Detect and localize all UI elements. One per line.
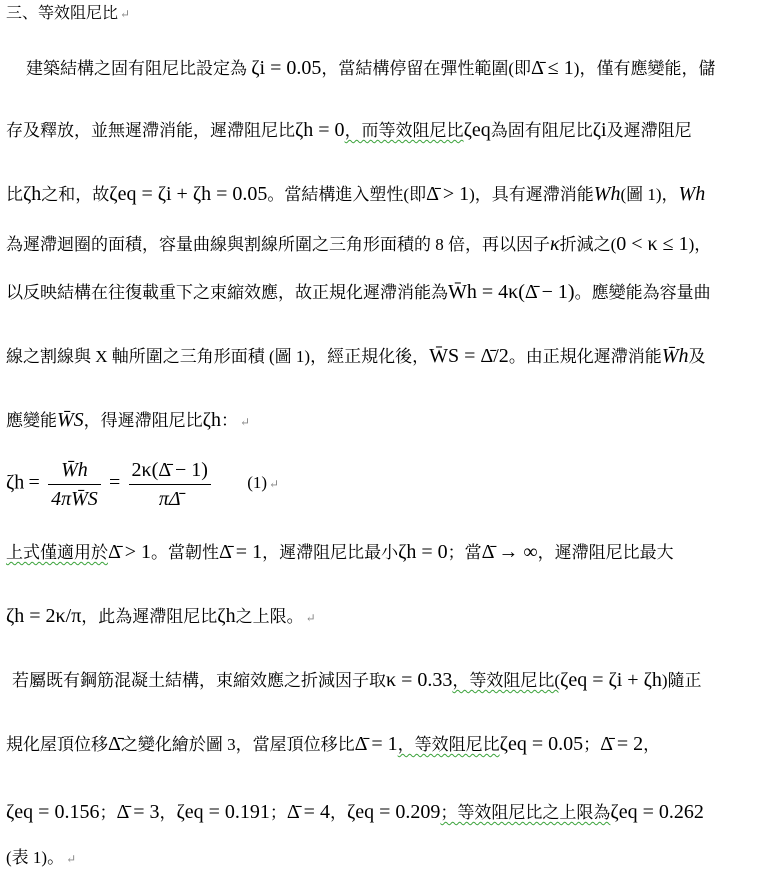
text: 規化屋頂位移: [6, 735, 108, 754]
eq-zeta-eq-0156: ζeq = 0.156: [6, 801, 100, 823]
text: 為固有阻尼比: [490, 121, 593, 140]
text: ，: [159, 803, 177, 822]
eq-zeta-h: ζh: [23, 183, 42, 205]
equation-1: [6, 458, 758, 511]
text: ，而等效阻尼比: [344, 121, 464, 140]
heading-text: 三、等效阻尼比: [6, 5, 119, 22]
fraction-1-numerator: W̄h: [48, 458, 101, 485]
text: 線之割線與 X 軸所圍之三角形面積 (圖 1)，經正規化後，: [6, 347, 430, 366]
text: ；: [269, 803, 287, 822]
p1-line-4: [6, 232, 758, 256]
text: ，等效阻尼比(: [452, 671, 561, 690]
text: 上式僅適用於: [6, 543, 108, 562]
eq-delta-eq-1: Δ̄ = 1: [219, 541, 263, 563]
eq-kappa-value: κ = 0.33: [386, 669, 453, 691]
eq-zeta-eq-0191: ζeq = 0.191: [176, 801, 270, 823]
eq-delta-eq-4: Δ̄ = 4: [286, 801, 330, 823]
equals-sign: =: [109, 471, 121, 494]
text: ，: [329, 803, 347, 822]
text: 之和，故: [41, 185, 110, 204]
eq-delta-infinity: Δ̄ → ∞: [481, 541, 538, 563]
section-heading: [6, 4, 758, 23]
eq-w-s-normalized: W̄S = Δ̄/2: [429, 345, 509, 367]
text: 比: [6, 185, 23, 204]
eq-zeta-eq: ζeq: [463, 119, 491, 141]
eq-zeta-eq-sum: ζeq = ζi + ζh = 0.05: [109, 183, 268, 205]
text: )隨正: [661, 671, 702, 690]
eq-zeta-h-zero: ζh = 0: [295, 119, 345, 141]
eq-delta-eq-2: Δ̄ = 2: [600, 733, 644, 755]
text: ；當: [447, 543, 482, 562]
eq-lhs: ζh: [6, 471, 25, 494]
text: ，當結構停留在彈性範圍(即: [321, 59, 532, 78]
eq-zeta-h-max: ζh = 2κ/π: [6, 605, 82, 627]
eq-w-h-bar: W̄h: [661, 345, 689, 367]
eq-w-h-2: Wh: [678, 183, 706, 205]
text: 。當結構進入塑性(即: [267, 185, 427, 204]
text: 之變化繪於圖 3，當屋頂位移比: [120, 735, 355, 754]
text: 。由正規化遲滯消能: [508, 347, 662, 366]
text: 。應變能為容量曲: [574, 283, 711, 302]
eq-delta-eq-1: Δ̄ = 1: [354, 733, 398, 755]
equation-number: (1): [247, 473, 268, 493]
text: (圖 1)，: [620, 185, 679, 204]
text: 以反映結構在往復載重下之束縮效應，故正規化遲滯消能為: [6, 283, 448, 302]
p1-line-3: [6, 182, 758, 206]
p3-line-3: [6, 800, 758, 824]
text: 應變能: [6, 411, 57, 430]
eq-zeta-h-zero: ζh = 0: [398, 541, 448, 563]
p3-line-2: [6, 732, 758, 756]
equals-sign: =: [28, 471, 40, 494]
eq-delta-le-1: Δ̄ ≤ 1: [531, 57, 574, 79]
eq-zeta-h-label: ζh: [202, 409, 221, 431]
p1-line-1: [26, 56, 758, 80]
eq-zeta-eq-def: ζeq = ζi + ζh: [560, 669, 662, 691]
text: ，遲滯阻尼比最大: [537, 543, 674, 562]
eq-zeta-h: ζh: [217, 605, 236, 627]
text: ，此為遲滯阻尼比: [81, 607, 218, 626]
eq-w-h-normalized: W̄h = 4κ(Δ̄ − 1): [448, 281, 575, 303]
fraction-1: [48, 458, 101, 511]
text: 。當韌性: [151, 543, 220, 562]
text: 建築結構之固有阻尼比設定為: [26, 59, 247, 78]
eq-zeta-i: ζi: [592, 119, 607, 141]
text: (表 1)。: [6, 848, 65, 867]
eq-delta-gt-1: Δ̄ > 1: [108, 541, 152, 563]
text: )，: [688, 235, 712, 254]
paragraph-mark: ↵: [239, 415, 251, 429]
text: ；等效阻尼比之上限為: [440, 803, 611, 822]
fraction-2-numerator: 2κ(Δ̄ − 1): [129, 458, 211, 485]
fraction-1-denominator: 4πW̄S: [51, 488, 98, 510]
text: ，: [643, 735, 661, 754]
text: 存及釋放，並無遲滯消能，遲滯阻尼比: [6, 121, 295, 140]
text: ；: [99, 803, 117, 822]
fraction-2-denominator: πΔ̄: [158, 488, 181, 510]
fraction-2: [129, 458, 211, 511]
text: 及: [688, 347, 706, 366]
eq-w-s-bar: W̄S: [57, 409, 84, 431]
paragraph-mark: ↵: [120, 7, 131, 21]
p1-line-2: [6, 118, 758, 142]
eq-delta-eq-3: Δ̄ = 3: [116, 801, 160, 823]
p1-line-6: [6, 344, 758, 368]
text: 為遲滯迴圈的面積，容量曲線與割線所圍之三角形面積的 8 倍，再以因子: [6, 235, 550, 254]
text: 若屬既有鋼筋混凝土結構，束縮效應之折減因子取: [12, 671, 386, 690]
text: ：: [220, 411, 238, 430]
eq-zeta-eq-0209: ζeq = 0.209: [346, 801, 441, 823]
eq-zeta-i-value: ζi = 0.05: [251, 57, 322, 79]
text: )，具有遲滯消能: [469, 185, 594, 204]
text: ，等效阻尼比: [397, 735, 500, 754]
p2-line-1: [6, 540, 758, 564]
paragraph-mark: ↵: [305, 611, 316, 625]
eq-kappa: κ: [550, 233, 560, 255]
p1-line-7: [6, 408, 758, 432]
p3-line-1: [12, 668, 758, 692]
text: 折減之(: [559, 235, 617, 254]
p1-line-5: [6, 280, 758, 304]
text: )，僅有應變能，儲: [573, 59, 716, 78]
text: ，遲滯阻尼比最小: [262, 543, 399, 562]
eq-w-h: Wh: [593, 183, 621, 205]
eq-zeta-eq-0262: ζeq = 0.262: [610, 801, 704, 823]
paragraph-mark: ↵: [269, 477, 280, 492]
text: ；: [583, 735, 601, 754]
p2-line-2: [6, 604, 758, 628]
text: 之上限。: [235, 607, 304, 626]
p3-line-4: [6, 848, 758, 868]
eq-kappa-range: 0 < κ ≤ 1: [616, 233, 689, 255]
paragraph-mark: ↵: [66, 852, 77, 866]
eq-delta-gt-1: Δ̄ > 1: [426, 183, 470, 205]
eq-delta: Δ̄: [108, 733, 121, 755]
text: ，得遲滯阻尼比: [83, 411, 203, 430]
eq-zeta-eq-005: ζeq = 0.05: [499, 733, 584, 755]
text: 及遲滯阻尼: [606, 121, 692, 140]
